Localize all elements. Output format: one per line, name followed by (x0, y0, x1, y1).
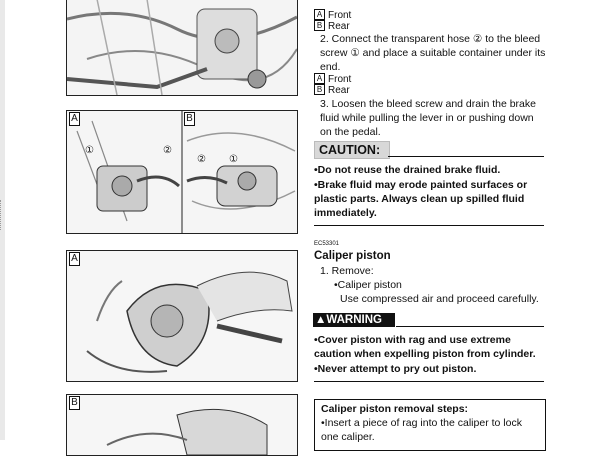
figure-label-b: B (184, 112, 195, 126)
section-title: Caliper piston (314, 250, 391, 262)
caliper-illustration (67, 251, 297, 381)
callout-2-left: ② (163, 145, 172, 156)
legend-rear-2 (314, 84, 350, 97)
legend-rear-label-2: Rear (328, 85, 350, 96)
figure-label-b-caliper: B (69, 396, 80, 410)
caution-label: CAUTION: (314, 141, 390, 159)
callout-1-right: ① (229, 154, 238, 165)
letter-box-b: B (314, 20, 325, 31)
removal-steps-item: •Insert a piece of rag into the caliper to lock one caliper. (321, 417, 522, 443)
caution-end-rule (314, 225, 544, 226)
step-2: 2. Connect the transparent hose ② to the bleed screw ① and place a suitable container under its end. (320, 33, 546, 73)
step-3: 3. Loosen the bleed screw and drain the brake fluid while pulling the lever in or pushing down on the pedal. (320, 98, 536, 138)
section-bullet: •Caliper piston (334, 279, 402, 291)
fork-illustration (67, 0, 297, 95)
section-note: Use compressed air and proceed carefully. (340, 293, 539, 305)
legend-rear-label: Rear (328, 21, 350, 32)
figure-label-a: A (69, 112, 80, 126)
legend-front-label: Front (328, 10, 352, 21)
figure-fork-top (66, 0, 298, 96)
figure-caliper-b (66, 394, 298, 456)
callout-1-left: ① (85, 145, 94, 156)
figure-label-a-caliper: A (69, 252, 80, 266)
removal-steps-title: Caliper piston removal steps: (321, 403, 469, 415)
figure-bleed-screw (66, 110, 298, 234)
edge-marker (0, 200, 5, 230)
figure-caliper-a (66, 250, 298, 382)
letter-box-b-2: B (314, 84, 325, 95)
section-step-1: 1. Remove: (320, 265, 374, 277)
page-edge (0, 0, 5, 440)
caution-rule (388, 156, 544, 157)
bleed-screw-illustration (67, 111, 297, 233)
caution-item-1: •Do not reuse the drained brake fluid. (314, 164, 501, 176)
removal-steps-box (314, 399, 546, 451)
warning-item-2: •Never attempt to pry out piston. (314, 363, 477, 375)
caution-item-2: •Brake fluid may erode painted surfaces or plastic parts. Always clean up spilled fluid immediately. (314, 179, 528, 219)
legend-front-label-2: Front (328, 74, 352, 85)
section-code: EC53301 (314, 241, 340, 247)
warning-rule (396, 326, 544, 327)
caliper-b-illustration (67, 395, 297, 455)
warning-label: ▲WARNING (313, 313, 395, 327)
warning-item-1: •Cover piston with rag and use extreme caution when expelling piston from cylinder. (314, 334, 536, 360)
warning-end-rule (314, 381, 544, 382)
callout-2-right: ② (197, 154, 206, 165)
letter-box-a: A (314, 9, 325, 20)
letter-box-a-2: A (314, 73, 325, 84)
